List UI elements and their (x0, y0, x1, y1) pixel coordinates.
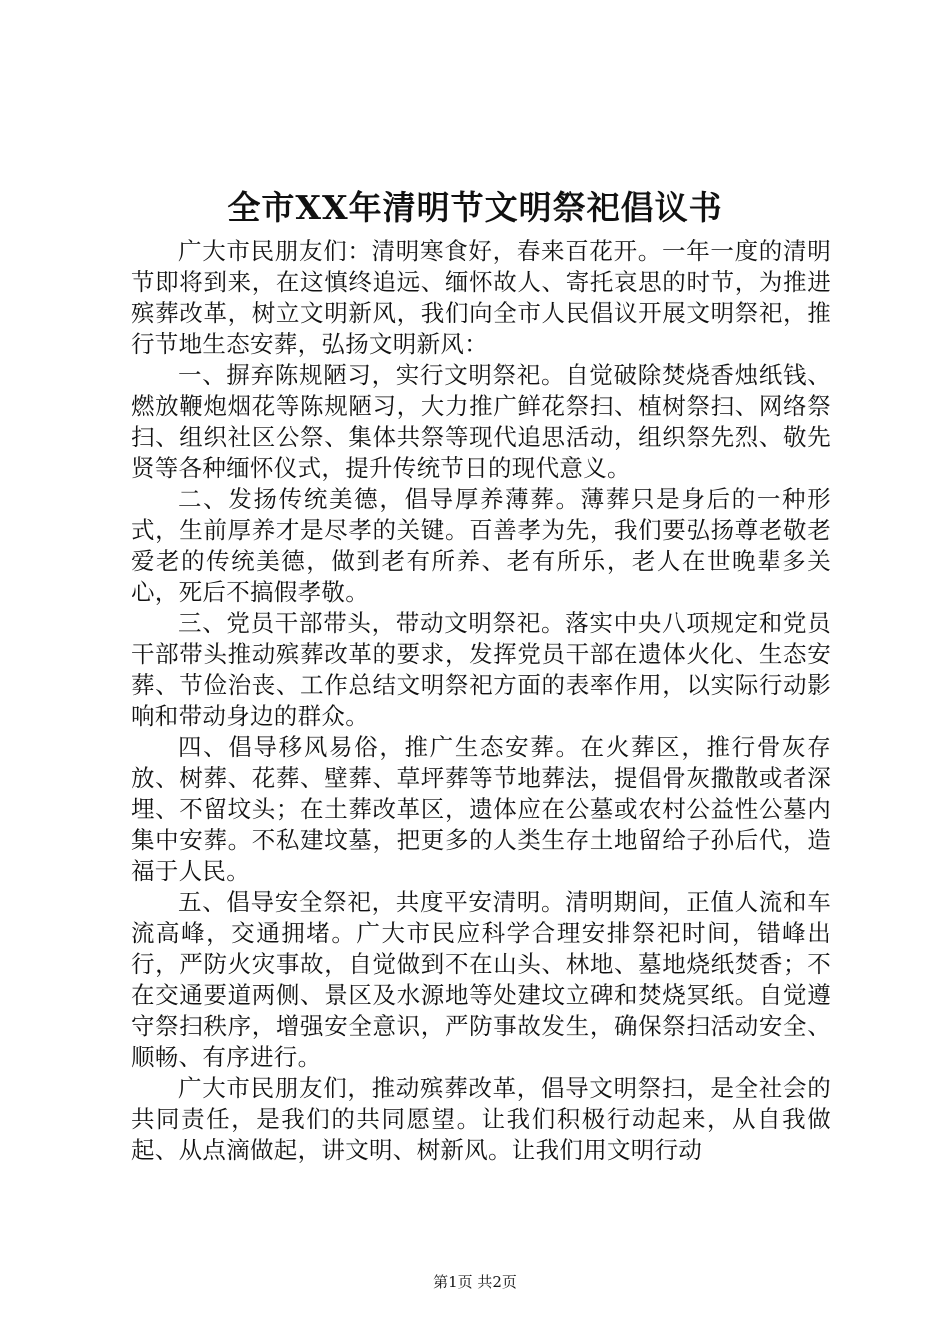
paragraph-greeting: 广大市民朋友们：清明寒食好，春来百花开。一年一度的清明节即将到来，在这慎终追远、缅怀故人、寄托哀思的时节，为推进殡葬改革，树立文明新风，我们向全市人民倡议开展文明祭祀，推行节地生态安葬，弘扬文明新风： (131, 237, 831, 358)
paragraph-closing: 广大市民朋友们，推动殡葬改革，倡导文明祭扫，是全社会的共同责任，是我们的共同愿望。让我们积极行动起来，从自我做起、从点滴做起，讲文明、树新风。让我们用文明行动 (131, 1074, 831, 1164)
paragraph-item-3: 三、党员干部带头，带动文明祭祀。落实中央八项规定和党员干部带头推动殡葬改革的要求，发挥党员干部在遗体火化、生态安葬、节俭治丧、工作总结文明祭祀方面的表率作用，以实际行动影响和带动身边的群众。 (131, 609, 831, 730)
document-body (131, 236, 831, 1166)
paragraph-item-1: 一、摒弃陈规陋习，实行文明祭祀。自觉破除焚烧香烛纸钱、燃放鞭炮烟花等陈规陋习，大力推广鲜花祭扫、植树祭扫、网络祭扫、组织社区公祭、集体共祭等现代追思活动，组织祭先烈、敬先贤等各种缅怀仪式，提升传统节日的现代意义。 (131, 361, 831, 482)
document-title: 全市XX年清明节文明祭祀倡议书 (227, 188, 723, 227)
page-number-footer: 第1页 共2页 (433, 1273, 517, 1291)
paragraph-item-5: 五、倡导安全祭祀，共度平安清明。清明期间，正值人流和车流高峰，交通拥堵。广大市民应科学合理安排祭祀时间，错峰出行，严防火灾事故，自觉做到不在山头、林地、墓地烧纸焚香；不在交通要道两侧、景区及水源地等处建坟立碑和焚烧冥纸。自觉遵守祭扫秩序，增强安全意识，严防事故发生，确保祭扫活动安全、顺畅、有序进行。 (131, 888, 831, 1071)
paragraph-item-4: 四、倡导移风易俗，推广生态安葬。在火葬区，推行骨灰存放、树葬、花葬、壁葬、草坪葬等节地葬法，提倡骨灰撒散或者深埋、不留坟头；在土葬改革区，遗体应在公墓或农村公益性公墓内集中安葬。不私建坟墓，把更多的人类生存土地留给子孙后代，造福于人民。 (131, 733, 831, 885)
paragraph-item-2: 二、发扬传统美德，倡导厚养薄葬。薄葬只是身后的一种形式，生前厚养才是尽孝的关键。百善孝为先，我们要弘扬尊老敬老爱老的传统美德，做到老有所养、老有所乐，老人在世晚辈多关心，死后不搞假孝敬。 (131, 485, 831, 606)
